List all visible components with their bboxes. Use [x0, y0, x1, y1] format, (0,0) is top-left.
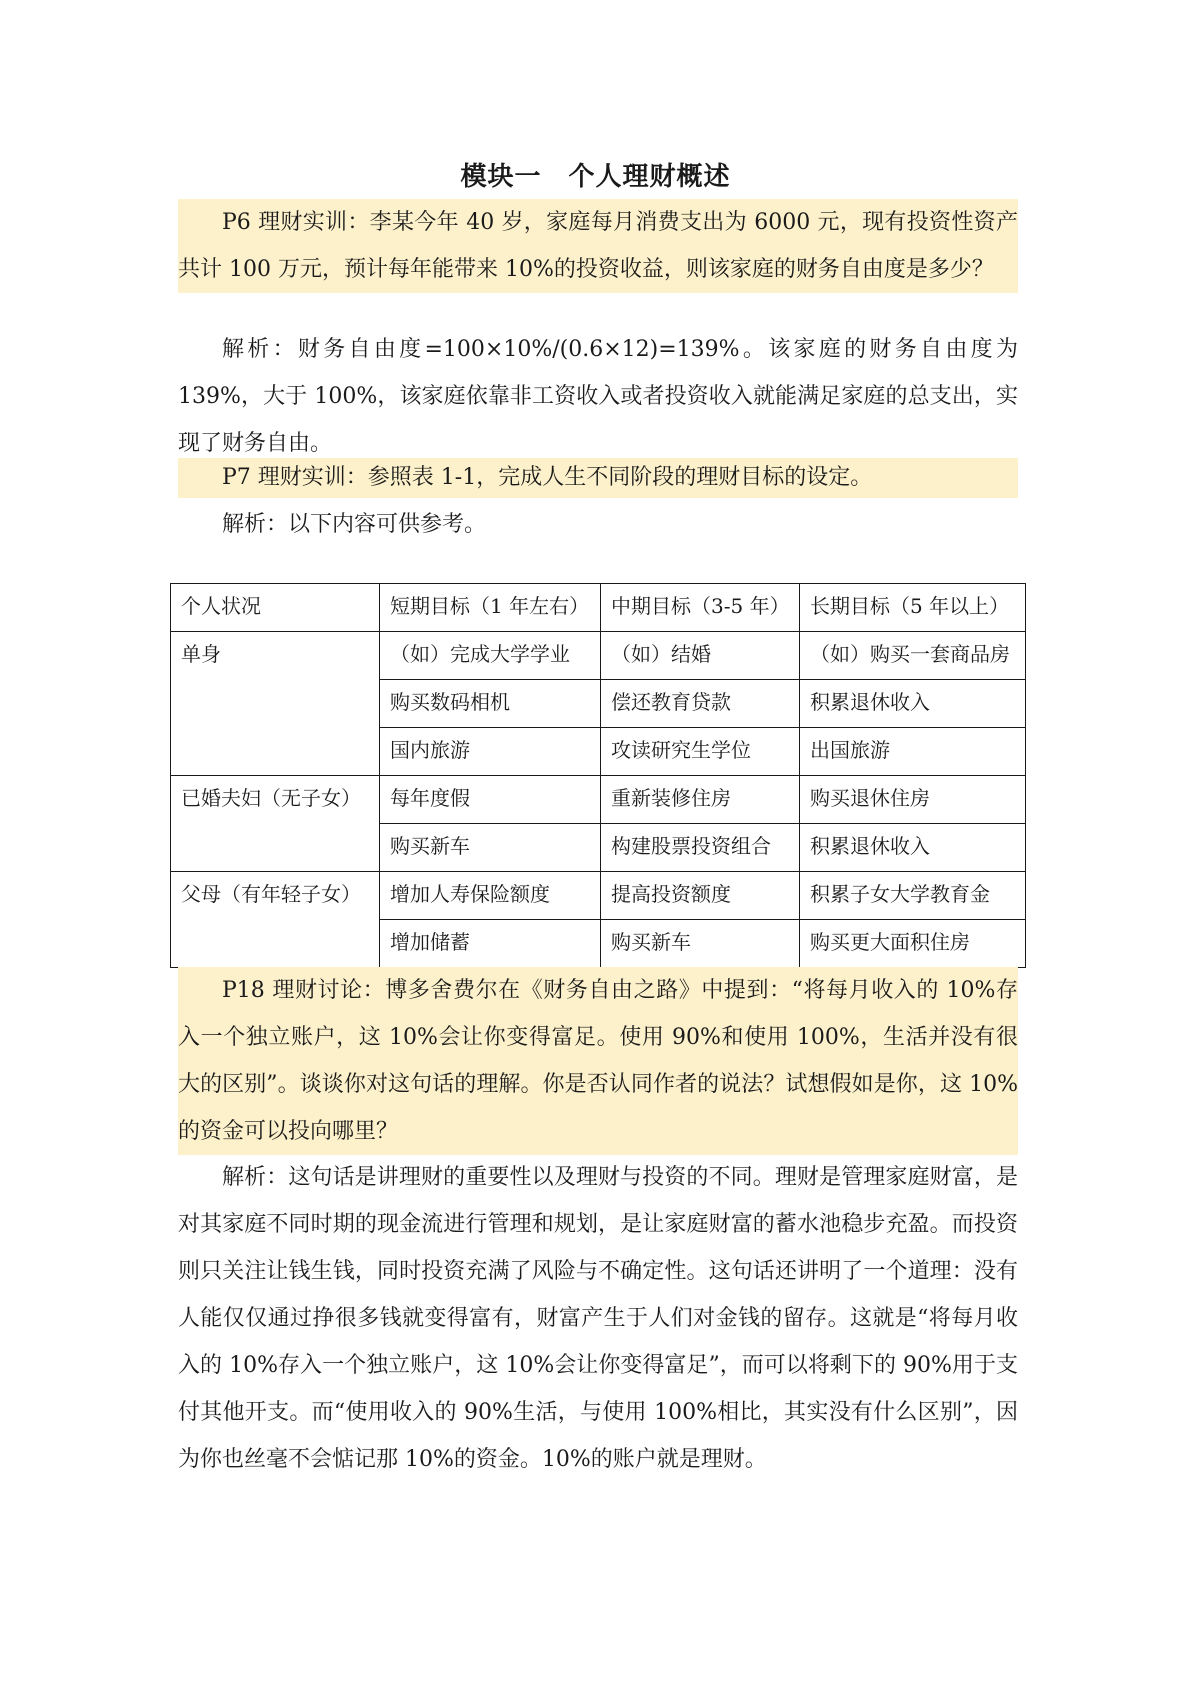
- table-body: [171, 584, 1026, 968]
- table-cell: 增加人寿保险额度: [380, 872, 601, 920]
- p6-answer-block: [178, 326, 1018, 467]
- financial-goals-table: [170, 583, 1026, 968]
- table-cell: 购买新车: [380, 824, 601, 872]
- p18-question: P18 理财讨论：博多舍费尔在《财务自由之路》中提到：“将每月收入的 10%存入一个独立账户，这 10%会让你变得富足。使用 90%和使用 100%，生活并没有很大的区别”。谈谈你对这句话的理解。你是否认同作者的说法？试想假如是你，这 10%的资金可以投向哪里？: [178, 978, 1018, 1144]
- table-cell: 攻读研究生学位: [601, 728, 800, 776]
- p6-answer: 解析：财务自由度=100×10%/(0.6×12)=139%。该家庭的财务自由度为 139%，大于 100%，该家庭依靠非工资收入或者投资收入就能满足家庭的总支出，实现了财务自由。: [178, 337, 1018, 456]
- table-row: [171, 872, 1026, 920]
- p18-answer: 解析：这句话是讲理财的重要性以及理财与投资的不同。理财是管理家庭财富，是对其家庭不同时期的现金流进行管理和规划，是让家庭财富的蓄水池稳步充盈。而投资则只关注让钱生钱，同时投资充满了风险与不确定性。这句话还讲明了一个道理：没有人能仅仅通过挣很多钱就变得富有，财富产生于人们对金钱的留存。这就是“将每月收入的 10%存入一个独立账户，这 10%会让你变得富足”，而可以将剩下的 90%用于支付其他开支。而“使用收入的 90%生活，与使用 100%相比，其实没有什么区别”，因为你也丝毫不会惦记那 10%的资金。10%的账户就是理财。: [178, 1165, 1018, 1472]
- table-cell: 增加储蓄: [380, 920, 601, 968]
- p7-answer: 解析：以下内容可供参考。: [222, 512, 487, 537]
- table-cell: 积累退休收入: [800, 680, 1026, 728]
- status-cell: 已婚夫妇（无子女）: [171, 776, 380, 872]
- table-cell: （如）完成大学学业: [380, 632, 601, 680]
- table-cell: 积累退休收入: [800, 824, 1026, 872]
- p6-question-block: [178, 199, 1018, 293]
- page-title: 模块一 个人理财概述: [460, 162, 731, 192]
- table-row: [171, 776, 1026, 824]
- header-cell: 中期目标（3-5 年）: [601, 584, 800, 632]
- table-cell: 每年度假: [380, 776, 601, 824]
- table-header-row: [171, 584, 1026, 632]
- p7-answer-block: [178, 501, 1018, 548]
- p7-question: P7 理财实训：参照表 1-1，完成人生不同阶段的理财目标的设定。: [222, 465, 873, 490]
- table-cell: 购买更大面积住房: [800, 920, 1026, 968]
- table-cell: 积累子女大学教育金: [800, 872, 1026, 920]
- p18-answer-block: [178, 1154, 1018, 1483]
- status-cell: 单身: [171, 632, 380, 776]
- table-cell: 购买数码相机: [380, 680, 601, 728]
- header-cell: 长期目标（5 年以上）: [800, 584, 1026, 632]
- table-cell: 出国旅游: [800, 728, 1026, 776]
- p6-question: P6 理财实训：李某今年 40 岁，家庭每月消费支出为 6000 元，现有投资性资产共计 100 万元，预计每年能带来 10%的投资收益，则该家庭的财务自由度是多少？: [178, 210, 1018, 282]
- p18-question-block: [178, 967, 1018, 1155]
- table-cell: 购买新车: [601, 920, 800, 968]
- table-cell: 国内旅游: [380, 728, 601, 776]
- table-cell: 偿还教育贷款: [601, 680, 800, 728]
- table-cell: 购买退休住房: [800, 776, 1026, 824]
- table-cell: 构建股票投资组合: [601, 824, 800, 872]
- table-cell: 提高投资额度: [601, 872, 800, 920]
- table-cell: （如）购买一套商品房: [800, 632, 1026, 680]
- table-row: [171, 632, 1026, 680]
- table-cell: （如）结婚: [601, 632, 800, 680]
- table-cell: 重新装修住房: [601, 776, 800, 824]
- status-cell: 父母（有年轻子女）: [171, 872, 380, 968]
- header-cell: 短期目标（1 年左右）: [380, 584, 601, 632]
- p7-question-block: [178, 458, 1018, 498]
- header-cell: 个人状况: [171, 584, 380, 632]
